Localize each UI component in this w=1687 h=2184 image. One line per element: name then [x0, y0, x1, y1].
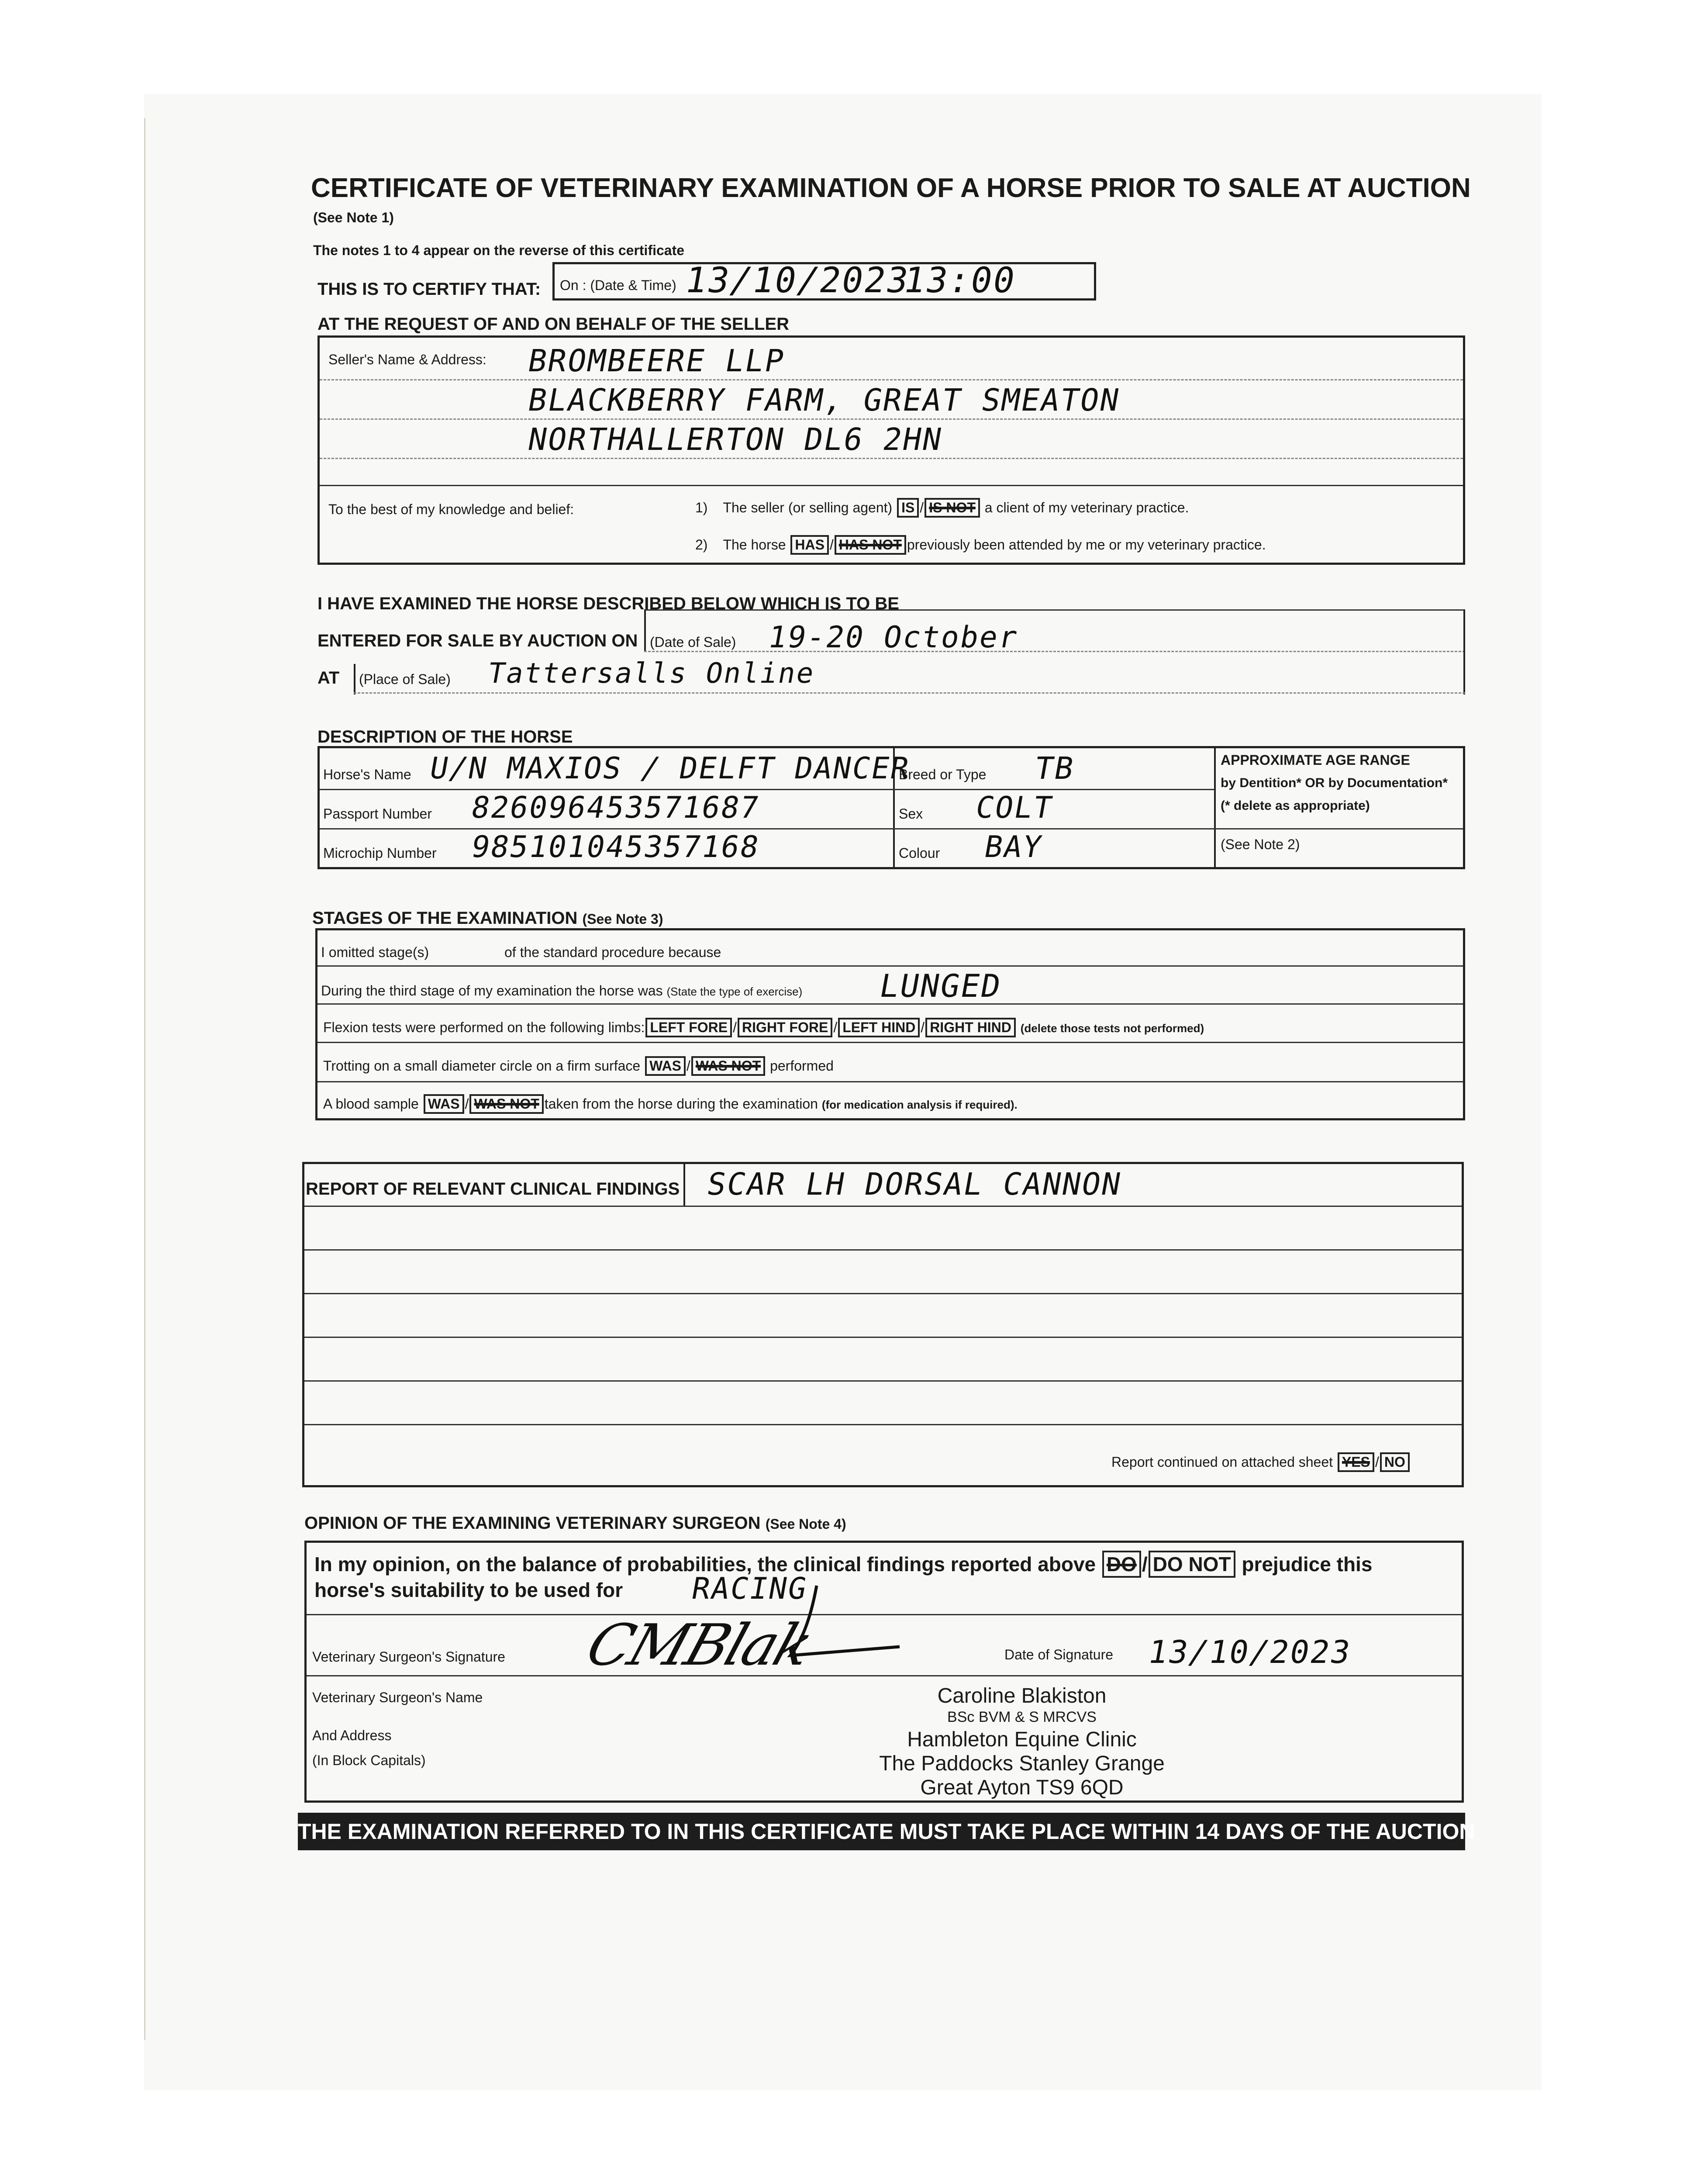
title-note: (See Note 1) — [313, 210, 394, 225]
report-continued: Report continued on attached sheet YES / NO — [1111, 1452, 1411, 1472]
passport-value: 826096453571687 — [469, 791, 763, 825]
date-signature-value: 13/10/2023 — [1145, 1634, 1354, 1670]
at-label: AT — [317, 668, 340, 688]
opinion-do-not-option: DO NOT — [1149, 1551, 1235, 1578]
seller-statement-2: 2) The horse HAS / HAS NOT previously been attended by me or my veterinary practice. — [695, 535, 1266, 555]
certificate-title: CERTIFICATE OF VETERINARY EXAMINATION OF A HORSE PRIOR TO SALE AT AUCTION — [311, 173, 1471, 203]
sex-value: COLT — [973, 791, 1056, 825]
trot-was-not-option: WAS NOT — [691, 1056, 765, 1076]
opinion-heading: OPINION OF THE EXAMINING VETERINARY SURGEON (See Note 4) — [304, 1514, 846, 1533]
opinion-text-line-1: In my opinion, on the balance of probabilities, the clinical findings reported above DO / DO NOT prejudice this — [314, 1551, 1372, 1578]
age-heading: APPROXIMATE AGE RANGE — [1221, 752, 1410, 768]
vet-address-1: The Paddocks Stanley Grange — [879, 1752, 1165, 1775]
horse-name-value: U/N MAXIOS / DELFT DANCER — [427, 751, 913, 786]
flexion-row: Flexion tests were performed on the following limbs: LEFT FORE / RIGHT FORE / LEFT HIND / RIGHT HIND (delete those tests not performed) — [323, 1018, 1204, 1037]
trotting-row: Trotting on a small diameter circle on a firm surface WAS / WAS NOT performed — [323, 1056, 834, 1076]
place-label: (Place of Sale) — [359, 671, 451, 687]
opinion-use-value: RACING — [689, 1572, 811, 1606]
blood-was-option: WAS — [424, 1094, 464, 1114]
place-value: Tattersalls Online — [485, 657, 818, 690]
vet-clinic: Hambleton Equine Clinic — [907, 1728, 1137, 1751]
sale-heading: I HAVE EXAMINED THE HORSE DESCRIBED BELOW WHICH IS TO BE — [317, 594, 899, 613]
third-stage-row: During the third stage of my examination the horse was (State the type of exercise) — [321, 983, 803, 999]
omitted-reason: of the standard procedure because — [504, 944, 721, 960]
vet-signature: CMBlak — [579, 1612, 820, 1678]
seller-name-label: Seller's Name & Address: — [328, 352, 486, 367]
notes-line: The notes 1 to 4 appear on the reverse of this certificate — [313, 242, 685, 258]
colour-value: BAY — [982, 830, 1045, 864]
age-line-1: by Dentition* OR by Documentation* — [1221, 776, 1448, 790]
signature-flourish — [699, 1581, 917, 1669]
stages-heading: STAGES OF THE EXAMINATION (See Note 3) — [312, 909, 663, 928]
seller-line-3: NORTHALLERTON DL6 2HN — [525, 422, 946, 457]
seller-line-1: BROMBEERE LLP — [525, 343, 788, 379]
blood-row: A blood sample WAS / WAS NOT taken from the horse during the examination (for medication analysis if required). — [323, 1094, 1018, 1114]
age-line-2: (* delete as appropriate) — [1221, 798, 1370, 813]
block-caps-label: (In Block Capitals) — [312, 1752, 426, 1768]
age-note: (See Note 2) — [1221, 836, 1300, 852]
entered-label: ENTERED FOR SALE BY AUCTION ON — [317, 631, 638, 650]
limb-left-hind: LEFT HIND — [838, 1018, 920, 1037]
breed-label: Breed or Type — [899, 767, 987, 782]
continued-yes-option: YES — [1338, 1452, 1374, 1472]
horse-has-option: HAS — [790, 535, 829, 555]
knowledge-label: To the best of my knowledge and belief: — [328, 501, 574, 517]
seller-heading: AT THE REQUEST OF AND ON BEHALF OF THE SELLER — [317, 314, 789, 334]
sale-date-label: (Date of Sale) — [650, 634, 736, 650]
seller-line-2: BLACKBERRY FARM, GREAT SMEATON — [525, 382, 1123, 418]
opinion-do-option: DO — [1102, 1551, 1141, 1578]
sex-label: Sex — [899, 806, 923, 822]
breed-value: TB — [1032, 750, 1078, 786]
opinion-text-line-2: horse's suitability to be used for — [314, 1579, 623, 1601]
blood-was-not-option: WAS NOT — [469, 1094, 543, 1114]
certify-date-value: 13/10/2023 — [682, 260, 913, 301]
certify-on-label: On : (Date & Time) — [560, 277, 676, 293]
date-signature-label: Date of Signature — [1004, 1647, 1114, 1662]
limb-right-hind: RIGHT HIND — [925, 1018, 1016, 1037]
seller-statement-1: 1) The seller (or selling agent) IS / IS NOT a client of my veterinary practice. — [695, 498, 1189, 518]
seller-is-option: IS — [897, 498, 919, 518]
passport-label: Passport Number — [323, 806, 432, 822]
signature-label: Veterinary Surgeon's Signature — [312, 1649, 505, 1665]
report-heading: REPORT OF RELEVANT CLINICAL FINDINGS — [306, 1179, 680, 1199]
sale-date-value: 19-20 October — [766, 620, 1021, 655]
vet-quals: BSc BVM & S MRCVS — [947, 1709, 1097, 1725]
third-stage-value: LUNGED — [876, 968, 1005, 1004]
microchip-label: Microchip Number — [323, 845, 437, 861]
seller-is-not-option: IS NOT — [925, 498, 980, 518]
limb-right-fore: RIGHT FORE — [738, 1018, 832, 1037]
punch-edge — [144, 118, 145, 2040]
horse-name-label: Horse's Name — [323, 767, 411, 782]
address-label: And Address — [312, 1728, 392, 1743]
trot-was-option: WAS — [645, 1056, 686, 1076]
limb-left-fore: LEFT FORE — [645, 1018, 732, 1037]
report-box — [302, 1162, 1464, 1487]
report-value: SCAR LH DORSAL CANNON — [704, 1166, 1125, 1202]
certify-label: THIS IS TO CERTIFY THAT: — [317, 280, 541, 299]
omitted-label: I omitted stage(s) — [321, 944, 429, 960]
footer-band: THE EXAMINATION REFERRED TO IN THIS CERTIFICATE MUST TAKE PLACE WITHIN 14 DAYS OF THE AUCTION — [298, 1813, 1465, 1850]
horse-heading: DESCRIPTION OF THE HORSE — [317, 727, 573, 746]
vet-name-label: Veterinary Surgeon's Name — [312, 1690, 483, 1705]
vet-address-2: Great Ayton TS9 6QD — [920, 1776, 1124, 1799]
microchip-value: 985101045357168 — [469, 830, 763, 864]
certify-time-value: 13:00 — [900, 260, 1020, 301]
continued-no-option: NO — [1380, 1452, 1410, 1472]
horse-has-not-option: HAS NOT — [835, 535, 906, 555]
vet-name: Caroline Blakiston — [937, 1684, 1107, 1707]
colour-label: Colour — [899, 845, 940, 861]
